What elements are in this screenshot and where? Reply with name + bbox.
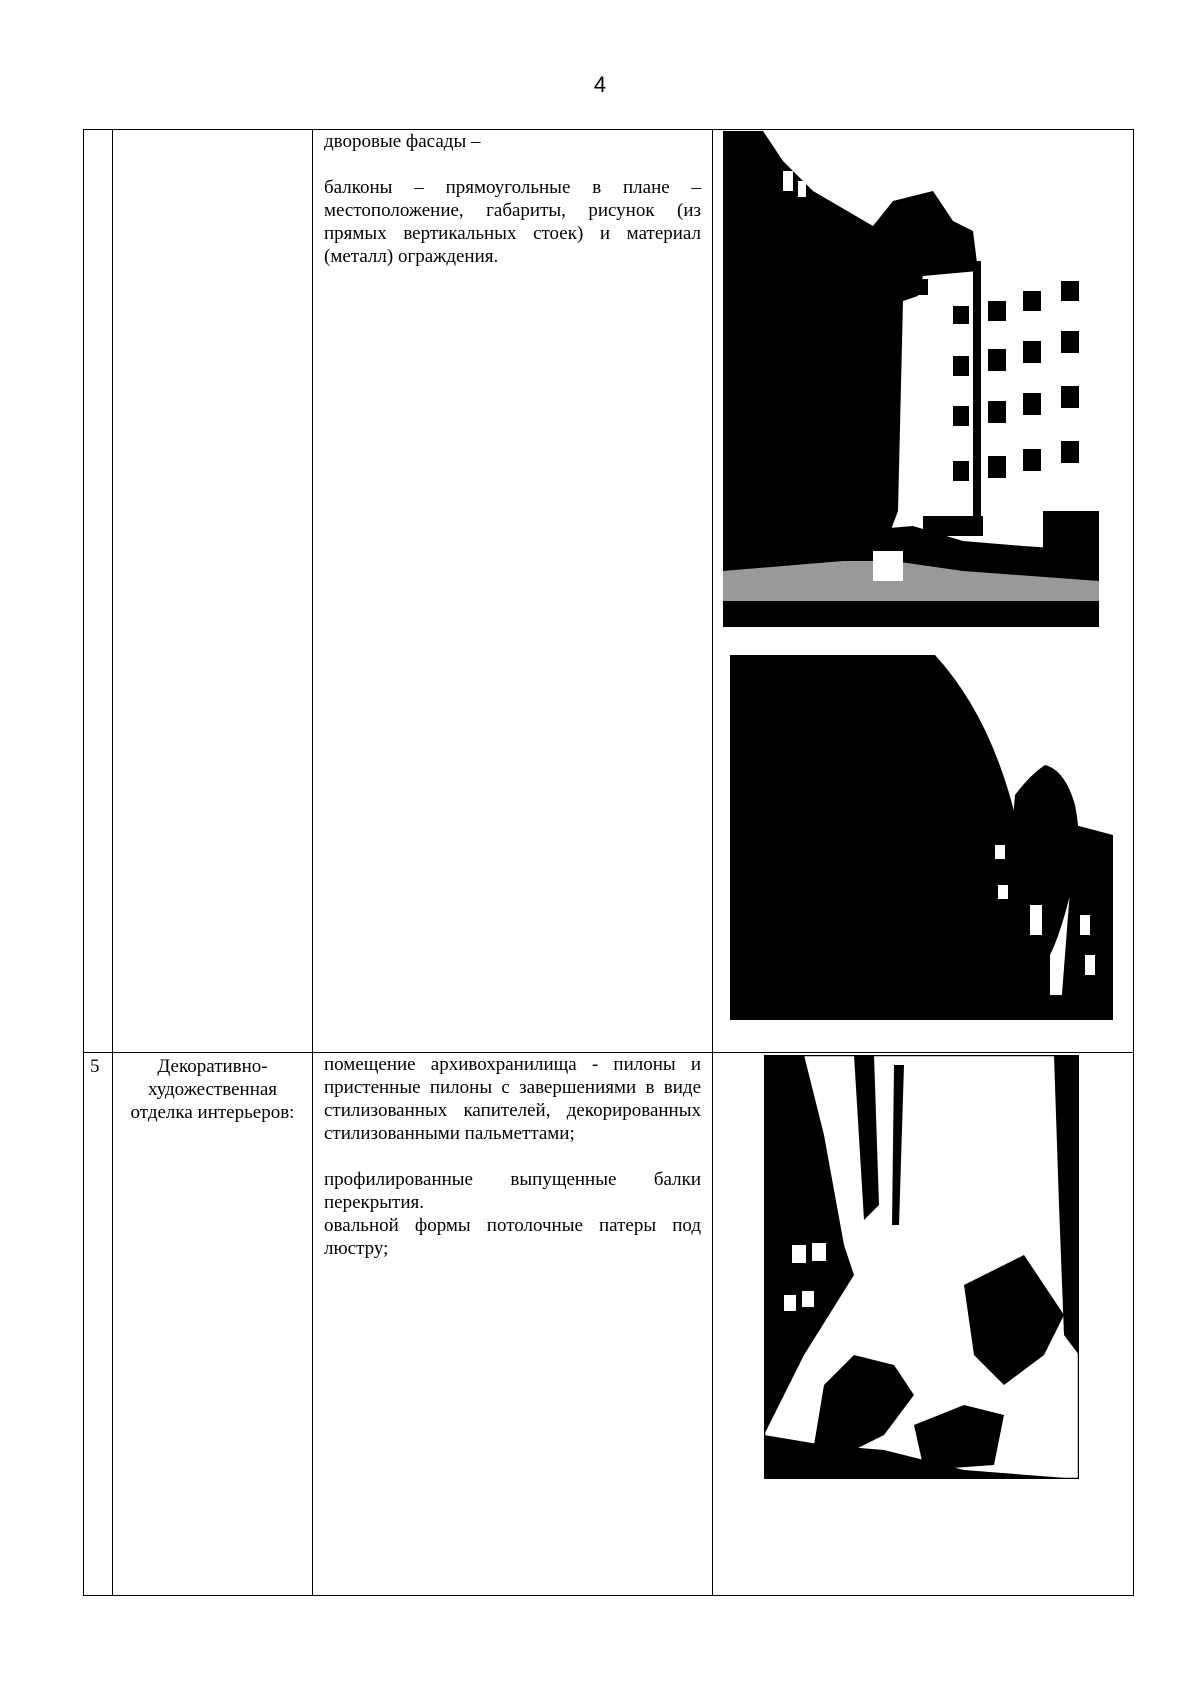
photo-cell (713, 130, 1134, 1053)
row-number-cell: 5 (84, 1053, 113, 1596)
description-cell (313, 130, 713, 1053)
description-cell (313, 1053, 713, 1596)
description-line-balconies: балконы – прямоугольные в плане – местоположение, габариты, рисунок (из прямых вертикальных стоек) и материал (металл) ограждения. (324, 177, 701, 267)
element-name-cell (113, 130, 313, 1053)
description-line-beams: профилированные выпущенные балки перекрытия. (324, 1169, 701, 1213)
description-line-pylons: помещение архивохранилища - пилоны и пристенные пилоны с завершениями в виде стилизованных капителей, декорированных стилизованными пальметтами; (324, 1054, 701, 1144)
photo-interior-archive-ceiling (764, 1055, 1079, 1479)
row-number-cell (84, 130, 113, 1053)
heritage-elements-table (83, 129, 1134, 1596)
table-row (84, 1053, 1134, 1596)
table-row (84, 130, 1134, 1053)
photo-building-courtyard-facade (723, 131, 1099, 627)
page-number: 4 (593, 72, 607, 97)
description-line-courtyard-facades: дворовые фасады – (324, 131, 481, 152)
description-line-ceiling-roses: овальной формы потолочные патеры под люстру; (324, 1215, 701, 1259)
element-name-cell: Декоративно-художественная отделка интерьеров: (113, 1053, 313, 1596)
photo-building-corner-tree (730, 655, 1113, 1020)
photo-cell (713, 1053, 1134, 1596)
